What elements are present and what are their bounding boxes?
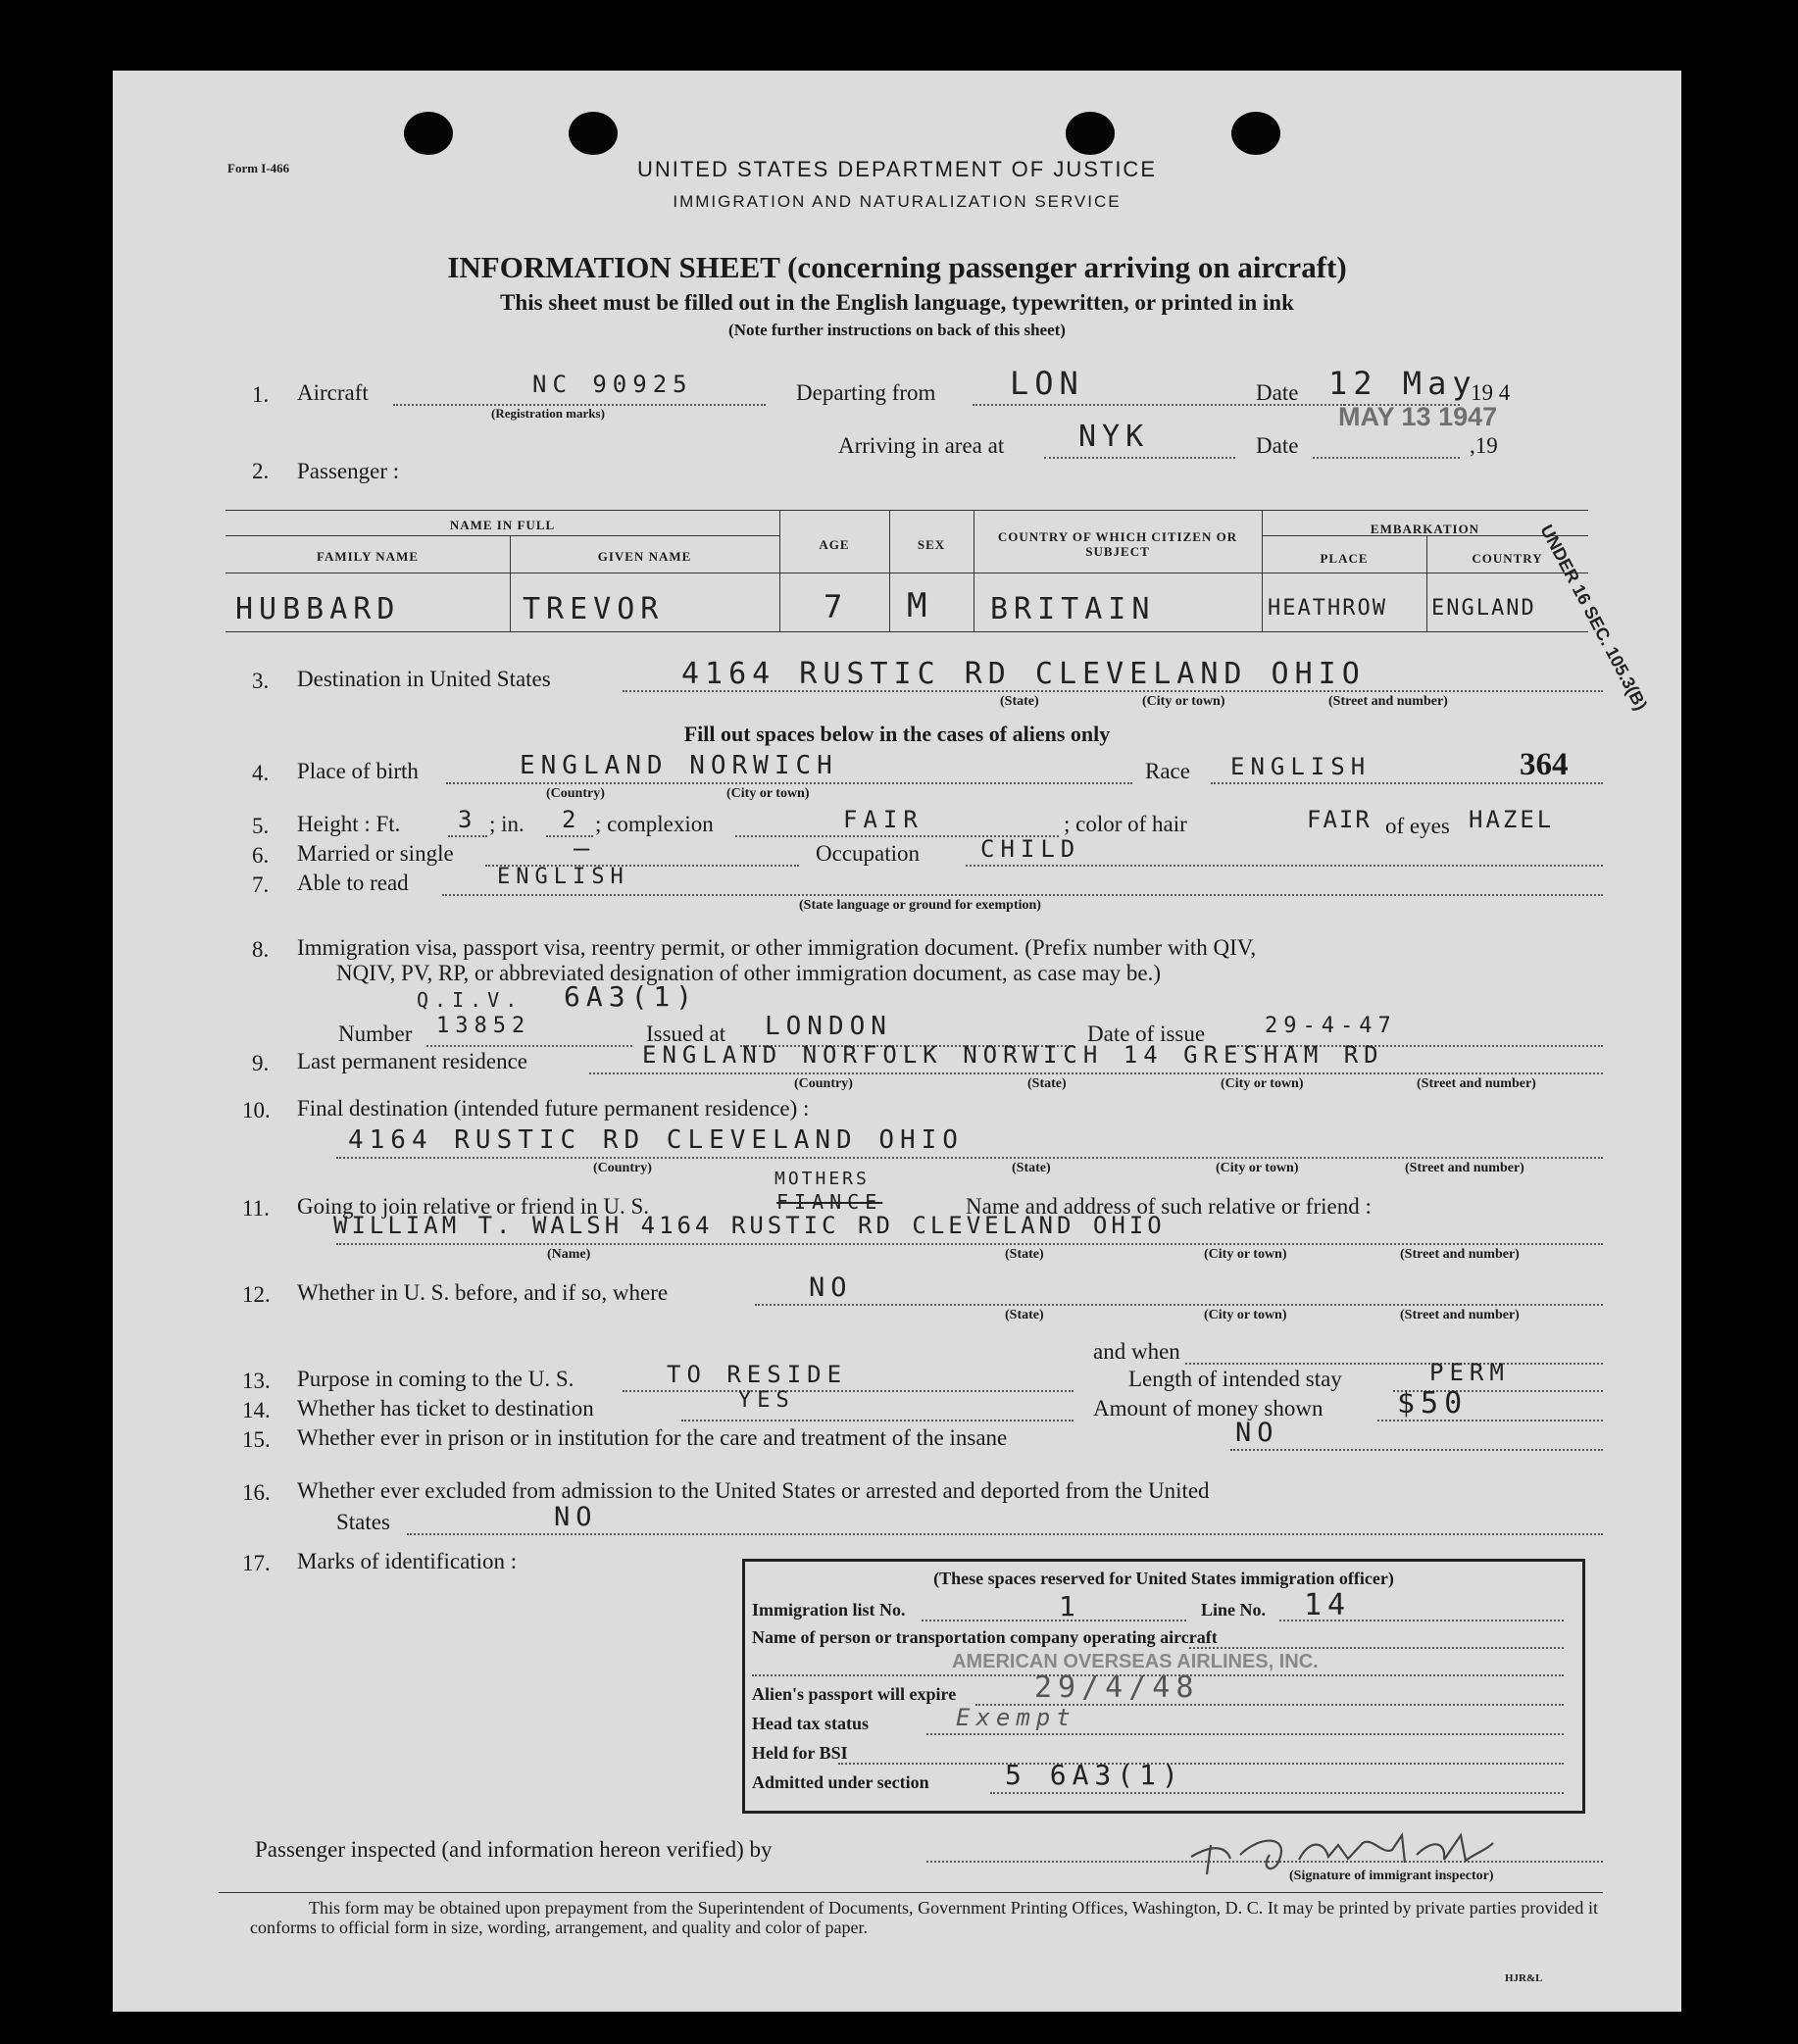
- form-sheet: [113, 71, 1681, 2012]
- issue-date-label: Date of issue: [1087, 1022, 1206, 1046]
- inches-label: ; in.: [489, 812, 524, 836]
- visa-class: 6A3(1): [564, 980, 699, 1013]
- col-embarkation: EMBARKATION: [1370, 522, 1480, 536]
- item-number: 14.: [242, 1398, 271, 1422]
- city-caption: (City or town): [1221, 1076, 1304, 1091]
- street-caption: (Street and number): [1328, 694, 1448, 709]
- head-tax-value: Exempt: [956, 1704, 1076, 1731]
- state-caption: (State): [1005, 1308, 1044, 1322]
- place-value: HEATHROW: [1268, 596, 1387, 621]
- officer-heading: (These spaces reserved for United States immigration officer): [933, 1569, 1394, 1588]
- final-destination-label: Final destination (intended future permanent residence) :: [297, 1096, 810, 1121]
- country-caption: (Country): [794, 1076, 853, 1091]
- when-label: and when: [1093, 1339, 1180, 1364]
- company-label: Name of person or transportation company operating aircraft: [752, 1627, 1218, 1647]
- punch-hole: [404, 112, 453, 155]
- race-label: Race: [1145, 759, 1190, 783]
- item-number: 7.: [252, 872, 270, 897]
- date-value: 12 May: [1328, 365, 1477, 402]
- city-caption: (City or town): [726, 786, 810, 801]
- emb-country-value: ENGLAND: [1431, 596, 1536, 621]
- state-caption: (State): [1000, 694, 1039, 709]
- signature-caption: (Signature of immigrant inspector): [1289, 1869, 1494, 1883]
- excluded-text-2: States: [336, 1510, 390, 1534]
- city-caption: (City or town): [1204, 1247, 1287, 1262]
- col-emb-country: COUNTRY: [1472, 551, 1543, 566]
- hair-value: FAIR: [1307, 806, 1372, 833]
- punch-hole: [1231, 112, 1280, 155]
- item-number: 8.: [252, 937, 270, 962]
- issue-date-value: 29-4-47: [1265, 1014, 1397, 1038]
- residence-value: ENGLAND NORFOLK NORWICH 14 GRESHAM RD: [642, 1041, 1384, 1069]
- item-number: 4.: [252, 761, 270, 785]
- date-year: 19 4: [1471, 380, 1511, 405]
- airline-stamp: AMERICAN OVERSEAS AIRLINES, INC.: [952, 1651, 1319, 1672]
- final-destination-value: 4164 RUSTIC RD CLEVELAND OHIO: [348, 1125, 964, 1155]
- occupation-value: CHILD: [980, 835, 1081, 863]
- read-label: Able to read: [297, 871, 409, 895]
- purpose-value: TO RESIDE: [667, 1361, 848, 1388]
- excluded-value: NO: [554, 1502, 598, 1532]
- form-number: Form I-466: [227, 161, 290, 175]
- relative-name-label: Name and address of such relative or friend :: [966, 1194, 1372, 1219]
- height-in-value: 2: [562, 806, 582, 833]
- sheet-number: 364: [1520, 747, 1569, 782]
- destination-label: Destination in United States: [297, 667, 551, 691]
- city-caption: (City or town): [1216, 1161, 1299, 1175]
- complexion-value: FAIR: [843, 806, 924, 833]
- state-caption: (State): [1012, 1161, 1051, 1175]
- admitted-value: 5 6A3(1): [1005, 1759, 1184, 1791]
- street-caption: (Street and number): [1417, 1076, 1536, 1091]
- registration-note: (Registration marks): [491, 406, 605, 421]
- date-stamp: MAY 13 1947: [1338, 402, 1498, 431]
- hair-label: ; color of hair: [1064, 812, 1187, 836]
- item-number: 5.: [252, 814, 270, 838]
- date2-label: Date: [1256, 433, 1299, 458]
- item-number: 11.: [242, 1196, 270, 1221]
- item-number: 12.: [242, 1282, 271, 1307]
- item-number: 9.: [252, 1051, 270, 1075]
- destination-value: 4164 RUSTIC RD CLEVELAND OHIO: [681, 657, 1366, 691]
- footer-text: This form may be obtained upon prepayment from the Superintendent of Documents, Government Printing Offices, Washington, D. C. It may be printed by private parties provided it conforms to official form in size, wording, arrangement, and quality and color of paper.: [250, 1898, 1598, 1937]
- col-country: COUNTRY OF WHICH CITIZEN OR SUBJECT: [997, 529, 1238, 559]
- passport-expiry-value: 29/4/48: [1034, 1670, 1200, 1705]
- read-value: ENGLISH: [497, 865, 629, 889]
- age-value: 7: [824, 588, 849, 625]
- aircraft-label: Aircraft: [297, 380, 369, 405]
- list-label: Immigration list No.: [752, 1600, 906, 1620]
- issued-value: LONDON: [765, 1012, 892, 1041]
- subtitle: This sheet must be filled out in the English language, typewritten, or printed in ink: [500, 290, 1294, 315]
- city-caption: (City or town): [1142, 694, 1225, 709]
- country-caption: (Country): [593, 1161, 652, 1175]
- join-relative-label: Going to join relative or friend in U. S.: [297, 1194, 649, 1219]
- head-tax-label: Head tax status: [752, 1714, 870, 1733]
- previous-visit-label: Whether in U. S. before, and if so, where: [297, 1280, 669, 1305]
- visa-prefix: Q.I.V.: [417, 988, 524, 1012]
- birthplace-label: Place of birth: [297, 759, 419, 783]
- section-stamp: UNDER 16 SEC. 105.3(B): [1536, 522, 1652, 714]
- married-label: Married or single: [297, 841, 454, 866]
- name-caption: (Name): [547, 1247, 591, 1262]
- visa-number-label: Number: [338, 1022, 413, 1046]
- occupation-label: Occupation: [816, 841, 921, 866]
- arriving-value: NYK: [1078, 420, 1150, 454]
- previous-visit-value: NO: [809, 1272, 853, 1303]
- family-name-value: HUBBARD: [235, 592, 401, 626]
- arriving-label: Arriving in area at: [838, 433, 1005, 458]
- height-ft-value: 3: [458, 806, 478, 833]
- departing-value: LON: [1010, 365, 1084, 402]
- stay-label: Length of intended stay: [1128, 1367, 1342, 1391]
- read-note: (State language or ground for exemption): [799, 898, 1041, 913]
- col-name-in-full: NAME IN FULL: [449, 518, 556, 532]
- col-family-name: FAMILY NAME: [316, 549, 420, 564]
- country-value: BRITAIN: [990, 592, 1156, 626]
- visa-text-2: NQIV, PV, RP, or abbreviated designation of other immigration document, as case may be.): [336, 961, 1162, 985]
- col-given-name: GIVEN NAME: [597, 549, 692, 564]
- marks-label: Marks of identification :: [297, 1549, 518, 1573]
- visa-text-1: Immigration visa, passport visa, reentry permit, or other immigration document. (Prefix number with QIV,: [297, 935, 1257, 960]
- col-sex: SEX: [917, 537, 946, 552]
- prison-label: Whether ever in prison or in institution for the care and treatment of the insane: [297, 1425, 1008, 1450]
- given-name-value: TREVOR: [523, 592, 665, 626]
- passenger-label: Passenger :: [297, 459, 400, 483]
- excluded-text-1: Whether ever excluded from admission to the United States or arrested and deported from the United: [297, 1478, 1210, 1503]
- married-value: —: [574, 833, 596, 864]
- date2-year: ,19: [1470, 433, 1498, 458]
- street-caption: (Street and number): [1400, 1308, 1520, 1322]
- punch-hole: [569, 112, 618, 155]
- aliens-note: Fill out spaces below in the cases of aliens only: [683, 722, 1111, 746]
- relation-note: MOTHERS: [774, 1169, 870, 1189]
- item-number: 16.: [242, 1480, 271, 1505]
- city-caption: (City or town): [1204, 1308, 1287, 1322]
- page-title: INFORMATION SHEET (concerning passenger arriving on aircraft): [447, 250, 1347, 284]
- country-caption: (Country): [546, 786, 605, 801]
- height-label: Height : Ft.: [297, 812, 401, 836]
- item-number: 13.: [242, 1369, 271, 1393]
- visa-number-value: 13852: [436, 1014, 531, 1038]
- stay-value: PERM: [1429, 1359, 1510, 1386]
- ticket-value: YES: [738, 1388, 795, 1413]
- money-label: Amount of money shown: [1093, 1396, 1324, 1421]
- relation-value: FIANCE: [776, 1190, 883, 1214]
- item-number: 15.: [242, 1427, 271, 1452]
- eyes-label: of eyes: [1385, 814, 1450, 838]
- admitted-label: Admitted under section: [752, 1772, 929, 1792]
- race-value: ENGLISH: [1230, 753, 1372, 780]
- purpose-label: Purpose in coming to the U. S.: [297, 1367, 574, 1391]
- complexion-label: ; complexion: [595, 812, 714, 836]
- bsi-label: Held for BSI: [752, 1743, 848, 1763]
- ticket-label: Whether has ticket to destination: [297, 1396, 594, 1421]
- item-number: 1.: [252, 382, 270, 407]
- col-place: PLACE: [1320, 551, 1369, 566]
- item-number: 6.: [252, 843, 270, 868]
- birthplace-value: ENGLAND NORWICH: [520, 751, 838, 780]
- state-caption: (State): [1005, 1247, 1044, 1262]
- date-label: Date: [1256, 380, 1299, 405]
- item-number: 17.: [242, 1551, 271, 1575]
- state-caption: (State): [1027, 1076, 1067, 1091]
- money-value: $50: [1397, 1386, 1469, 1421]
- eyes-value: HAZEL: [1469, 806, 1555, 833]
- service-title: IMMIGRATION AND NATURALIZATION SERVICE: [673, 192, 1122, 211]
- line-value: 14: [1304, 1588, 1352, 1622]
- punch-hole: [1066, 112, 1115, 155]
- street-caption: (Street and number): [1400, 1247, 1520, 1262]
- issued-label: Issued at: [646, 1022, 726, 1046]
- note: (Note further instructions on back of this sheet): [728, 321, 1066, 339]
- departing-label: Departing from: [796, 380, 936, 405]
- inspector-label: Passenger inspected (and information hereon verified) by: [255, 1837, 773, 1862]
- item-number: 2.: [252, 459, 270, 483]
- prison-value: NO: [1235, 1418, 1279, 1448]
- line-label: Line No.: [1201, 1600, 1267, 1620]
- passport-expiry-label: Alien's passport will expire: [752, 1684, 957, 1704]
- aircraft-value: NC 90925: [532, 371, 693, 398]
- sex-value: M: [907, 586, 933, 625]
- list-value: 1: [1059, 1590, 1081, 1622]
- residence-label: Last permanent residence: [297, 1049, 527, 1073]
- item-number: 10.: [242, 1098, 271, 1122]
- department-title: UNITED STATES DEPARTMENT OF JUSTICE: [636, 157, 1157, 181]
- relative-value: WILLIAM T. WALSH 4164 RUSTIC RD CLEVELAND OHIO: [333, 1212, 1166, 1239]
- item-number: 3.: [252, 669, 270, 693]
- col-age: AGE: [819, 537, 850, 552]
- street-caption: (Street and number): [1405, 1161, 1524, 1175]
- printer-code: HJR&L: [1505, 1972, 1543, 1984]
